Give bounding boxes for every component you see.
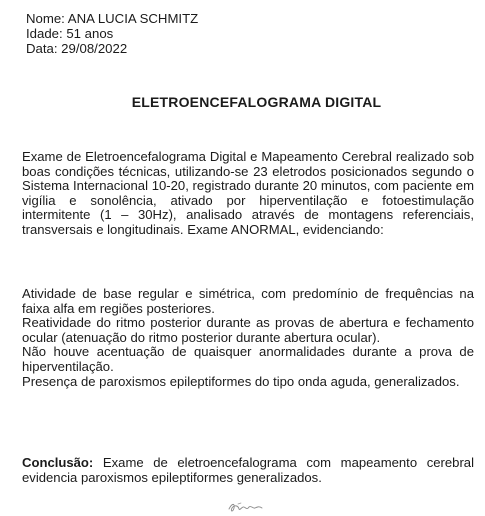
finding-item: Não houve acentuação de quaisquer anormalidades durante a prova de hiperventilação. (22, 344, 474, 374)
finding-item: Presença de paroxismos epileptiformes do tipo onda aguda, generalizados. (22, 373, 460, 389)
patient-name: Nome: ANA LUCIA SCHMITZ (26, 11, 199, 26)
conclusion-paragraph (22, 456, 474, 485)
conclusion-label: Conclusão: (22, 455, 94, 470)
exam-date: Data: 29/08/2022 (26, 41, 128, 56)
signature-icon (226, 500, 272, 514)
intro-paragraph: Exame de Eletroencefalograma Digital e Mapeamento Cerebral realizado sob boas condições técnicas, utilizando-se 23 eletrodos posicionados segundo o Sistema Internacional 10-20, registrado durante 20 minutos, com paciente em vigília e sonolência, ativado por hiperventilação e fotoestimulação intermitente (1 – 30Hz), analisado através de montagens referenciais, transversais e longitudinais. Exame ANORMAL, evidenciando: (22, 149, 474, 237)
patient-age: Idade: 51 anos (26, 26, 114, 41)
intro-section (22, 150, 474, 238)
report-title: ELETROENCEFALOGRAMA DIGITAL (131, 94, 382, 110)
finding-item: Atividade de base regular e simétrica, com predomínio de frequências na faixa alfa em regiões posteriores. (22, 286, 474, 316)
conclusion-text: Exame de eletroencefalograma com mapeamento cerebral evidencia paroxismos epileptiformes generalizados. (22, 455, 474, 485)
patient-info (26, 11, 198, 56)
conclusion-section (22, 456, 474, 485)
finding-item: Reatividade do ritmo posterior durante as provas de abertura e fechamento ocular (atenuação do ritmo posterior durante abertura ocular). (22, 315, 474, 345)
findings-section (22, 287, 474, 389)
